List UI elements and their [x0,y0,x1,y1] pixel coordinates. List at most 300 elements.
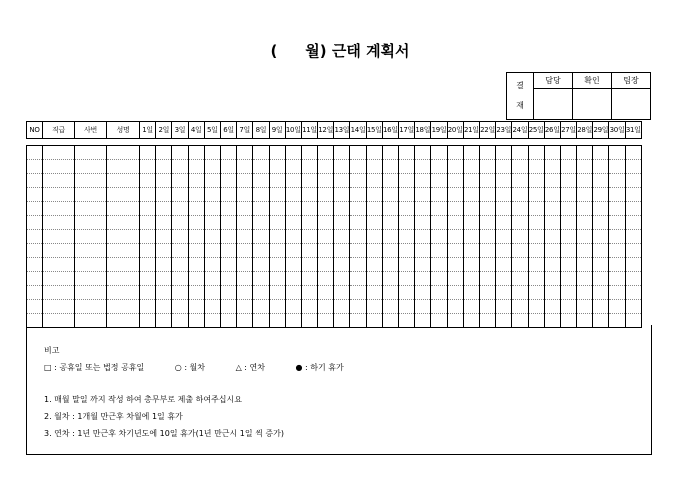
grid-cell[interactable] [463,244,479,258]
grid-cell[interactable] [496,188,512,202]
grid-cell[interactable] [172,160,188,174]
grid-cell[interactable] [447,258,463,272]
grid-cell[interactable] [447,146,463,160]
grid-cell[interactable] [43,202,75,216]
grid-cell[interactable] [237,272,253,286]
grid-cell[interactable] [399,174,415,188]
grid-cell[interactable] [593,258,609,272]
grid-cell[interactable] [301,160,317,174]
grid-cell[interactable] [577,174,593,188]
grid-cell[interactable] [399,188,415,202]
grid-cell[interactable] [609,188,625,202]
grid-cell[interactable] [107,300,140,314]
grid-cell[interactable] [156,202,172,216]
grid-cell[interactable] [366,174,382,188]
grid-cell[interactable] [140,202,156,216]
grid-cell[interactable] [204,230,220,244]
grid-cell[interactable] [156,230,172,244]
grid-cell[interactable] [140,174,156,188]
grid-cell[interactable] [318,174,334,188]
grid-cell[interactable] [43,244,75,258]
grid-cell[interactable] [188,174,204,188]
grid-cell[interactable] [301,230,317,244]
grid-cell[interactable] [593,202,609,216]
grid-cell[interactable] [431,188,447,202]
grid-cell[interactable] [366,230,382,244]
grid-cell[interactable] [140,146,156,160]
grid-cell[interactable] [75,202,107,216]
grid-cell[interactable] [479,174,495,188]
grid-cell[interactable] [577,146,593,160]
grid-cell[interactable] [269,272,285,286]
grid-cell[interactable] [269,146,285,160]
grid-cell[interactable] [544,174,560,188]
grid-cell[interactable] [366,300,382,314]
grid-cell[interactable] [285,160,301,174]
grid-cell[interactable] [512,146,528,160]
grid-cell[interactable] [577,244,593,258]
grid-cell[interactable] [447,188,463,202]
grid-cell[interactable] [609,230,625,244]
grid-cell[interactable] [350,272,366,286]
grid-cell[interactable] [528,202,544,216]
grid-cell[interactable] [512,174,528,188]
grid-cell[interactable] [625,230,641,244]
grid-cell[interactable] [625,216,641,230]
grid-cell[interactable] [269,202,285,216]
grid-cell[interactable] [512,230,528,244]
grid-cell[interactable] [350,300,366,314]
grid-cell[interactable] [496,258,512,272]
grid-cell[interactable] [496,272,512,286]
grid-cell[interactable] [382,188,398,202]
grid-cell[interactable] [140,300,156,314]
grid-cell[interactable] [496,202,512,216]
grid-cell[interactable] [172,202,188,216]
grid-cell[interactable] [382,216,398,230]
grid-cell[interactable] [431,230,447,244]
grid-cell[interactable] [107,188,140,202]
grid-cell[interactable] [107,146,140,160]
grid-cell[interactable] [334,258,350,272]
grid-cell[interactable] [366,286,382,300]
grid-cell[interactable] [285,216,301,230]
grid-cell[interactable] [544,300,560,314]
grid-cell[interactable] [431,174,447,188]
grid-cell[interactable] [220,174,236,188]
grid-cell[interactable] [447,272,463,286]
grid-cell[interactable] [334,216,350,230]
grid-cell[interactable] [577,300,593,314]
grid-cell[interactable] [172,188,188,202]
grid-cell[interactable] [593,216,609,230]
grid-cell[interactable] [593,146,609,160]
grid-cell[interactable] [496,146,512,160]
grid-cell[interactable] [253,160,269,174]
grid-cell[interactable] [382,160,398,174]
grid-cell[interactable] [496,174,512,188]
grid-cell[interactable] [593,286,609,300]
grid-cell[interactable] [301,146,317,160]
grid-cell[interactable] [188,258,204,272]
grid-cell[interactable] [447,300,463,314]
grid-cell[interactable] [512,244,528,258]
grid-cell[interactable] [415,146,431,160]
grid-cell[interactable] [496,300,512,314]
grid-cell[interactable] [431,216,447,230]
grid-cell[interactable] [528,160,544,174]
grid-cell[interactable] [253,230,269,244]
grid-cell[interactable] [577,216,593,230]
grid-cell[interactable] [285,244,301,258]
grid-cell[interactable] [43,300,75,314]
grid-cell[interactable] [544,188,560,202]
grid-cell[interactable] [479,286,495,300]
grid-cell[interactable] [253,258,269,272]
grid-cell[interactable] [350,174,366,188]
grid-cell[interactable] [479,202,495,216]
grid-cell[interactable] [253,174,269,188]
grid-cell[interactable] [512,286,528,300]
grid-cell[interactable] [479,146,495,160]
grid-cell[interactable] [107,216,140,230]
grid-cell[interactable] [27,244,43,258]
grid-cell[interactable] [447,202,463,216]
grid-cell[interactable] [334,174,350,188]
grid-cell[interactable] [350,216,366,230]
grid-cell[interactable] [318,230,334,244]
grid-cell[interactable] [140,244,156,258]
grid-cell[interactable] [528,230,544,244]
grid-cell[interactable] [156,188,172,202]
grid-cell[interactable] [188,272,204,286]
grid-cell[interactable] [625,286,641,300]
grid-cell[interactable] [172,174,188,188]
grid-cell[interactable] [512,188,528,202]
grid-cell[interactable] [156,300,172,314]
grid-cell[interactable] [269,300,285,314]
grid-cell[interactable] [75,272,107,286]
grid-cell[interactable] [382,244,398,258]
grid-cell[interactable] [463,188,479,202]
grid-cell[interactable] [204,244,220,258]
grid-cell[interactable] [237,286,253,300]
grid-cell[interactable] [496,286,512,300]
grid-cell[interactable] [431,258,447,272]
grid-cell[interactable] [609,174,625,188]
grid-cell[interactable] [285,286,301,300]
grid-cell[interactable] [301,286,317,300]
grid-cell[interactable] [479,258,495,272]
grid-cell[interactable] [463,202,479,216]
grid-cell[interactable] [544,286,560,300]
grid-cell[interactable] [107,272,140,286]
grid-cell[interactable] [447,286,463,300]
grid-cell[interactable] [172,146,188,160]
grid-cell[interactable] [253,300,269,314]
grid-cell[interactable] [399,146,415,160]
grid-cell[interactable] [366,160,382,174]
grid-cell[interactable] [625,146,641,160]
grid-cell[interactable] [107,244,140,258]
grid-cell[interactable] [334,286,350,300]
grid-cell[interactable] [156,244,172,258]
grid-cell[interactable] [447,160,463,174]
grid-cell[interactable] [577,258,593,272]
grid-cell[interactable] [399,216,415,230]
grid-cell[interactable] [204,174,220,188]
grid-cell[interactable] [301,258,317,272]
grid-cell[interactable] [415,202,431,216]
grid-cell[interactable] [399,258,415,272]
grid-cell[interactable] [350,202,366,216]
grid-cell[interactable] [334,188,350,202]
grid-cell[interactable] [220,188,236,202]
grid-cell[interactable] [318,216,334,230]
grid-cell[interactable] [415,230,431,244]
grid-cell[interactable] [463,258,479,272]
grid-cell[interactable] [253,216,269,230]
grid-cell[interactable] [560,300,576,314]
grid-cell[interactable] [447,230,463,244]
grid-cell[interactable] [204,272,220,286]
grid-cell[interactable] [512,300,528,314]
grid-cell[interactable] [27,146,43,160]
grid-cell[interactable] [528,174,544,188]
grid-cell[interactable] [544,202,560,216]
grid-cell[interactable] [75,286,107,300]
grid-cell[interactable] [528,188,544,202]
grid-cell[interactable] [27,258,43,272]
grid-cell[interactable] [285,174,301,188]
grid-cell[interactable] [577,188,593,202]
grid-cell[interactable] [27,188,43,202]
grid-cell[interactable] [625,188,641,202]
grid-cell[interactable] [237,160,253,174]
grid-cell[interactable] [318,188,334,202]
grid-cell[interactable] [366,244,382,258]
grid-cell[interactable] [27,300,43,314]
grid-cell[interactable] [237,216,253,230]
grid-cell[interactable] [593,272,609,286]
grid-cell[interactable] [560,286,576,300]
grid-cell[interactable] [415,286,431,300]
grid-cell[interactable] [544,146,560,160]
grid-cell[interactable] [204,188,220,202]
grid-cell[interactable] [27,286,43,300]
grid-cell[interactable] [593,160,609,174]
grid-cell[interactable] [269,286,285,300]
grid-cell[interactable] [528,244,544,258]
grid-cell[interactable] [43,286,75,300]
grid-cell[interactable] [415,160,431,174]
grid-cell[interactable] [237,244,253,258]
grid-cell[interactable] [204,202,220,216]
grid-cell[interactable] [301,300,317,314]
grid-cell[interactable] [334,160,350,174]
grid-cell[interactable] [334,146,350,160]
grid-cell[interactable] [204,160,220,174]
grid-cell[interactable] [399,160,415,174]
grid-cell[interactable] [350,188,366,202]
grid-cell[interactable] [625,202,641,216]
grid-cell[interactable] [463,160,479,174]
grid-cell[interactable] [399,230,415,244]
grid-cell[interactable] [382,258,398,272]
grid-cell[interactable] [415,216,431,230]
grid-cell[interactable] [544,258,560,272]
grid-cell[interactable] [366,188,382,202]
grid-cell[interactable] [431,272,447,286]
grid-cell[interactable] [140,188,156,202]
grid-cell[interactable] [496,244,512,258]
grid-cell[interactable] [285,146,301,160]
grid-cell[interactable] [269,160,285,174]
grid-cell[interactable] [463,286,479,300]
grid-cell[interactable] [172,286,188,300]
grid-cell[interactable] [350,230,366,244]
grid-cell[interactable] [366,258,382,272]
grid-cell[interactable] [237,300,253,314]
grid-cell[interactable] [609,202,625,216]
grid-cell[interactable] [156,174,172,188]
grid-cell[interactable] [301,202,317,216]
grid-cell[interactable] [75,230,107,244]
grid-cell[interactable] [75,160,107,174]
grid-cell[interactable] [382,300,398,314]
grid-cell[interactable] [560,160,576,174]
grid-cell[interactable] [188,286,204,300]
grid-cell[interactable] [75,258,107,272]
grid-cell[interactable] [253,188,269,202]
grid-cell[interactable] [188,146,204,160]
grid-cell[interactable] [156,286,172,300]
grid-cell[interactable] [431,286,447,300]
grid-cell[interactable] [447,244,463,258]
grid-cell[interactable] [318,146,334,160]
grid-cell[interactable] [269,230,285,244]
approval-sign-staff[interactable] [534,89,573,120]
grid-cell[interactable] [172,230,188,244]
grid-cell[interactable] [107,286,140,300]
grid-cell[interactable] [544,160,560,174]
grid-cell[interactable] [318,286,334,300]
grid-cell[interactable] [188,230,204,244]
grid-cell[interactable] [609,286,625,300]
grid-cell[interactable] [204,258,220,272]
grid-cell[interactable] [463,272,479,286]
grid-cell[interactable] [140,216,156,230]
grid-cell[interactable] [220,230,236,244]
grid-cell[interactable] [577,160,593,174]
grid-cell[interactable] [220,300,236,314]
grid-cell[interactable] [285,230,301,244]
grid-cell[interactable] [220,146,236,160]
grid-cell[interactable] [188,188,204,202]
grid-cell[interactable] [107,160,140,174]
grid-cell[interactable] [577,230,593,244]
grid-cell[interactable] [237,174,253,188]
grid-cell[interactable] [431,146,447,160]
grid-cell[interactable] [544,244,560,258]
grid-cell[interactable] [269,258,285,272]
grid-cell[interactable] [75,216,107,230]
grid-cell[interactable] [625,300,641,314]
grid-cell[interactable] [27,160,43,174]
grid-cell[interactable] [625,174,641,188]
grid-cell[interactable] [399,286,415,300]
grid-cell[interactable] [334,230,350,244]
grid-cell[interactable] [253,146,269,160]
grid-cell[interactable] [43,272,75,286]
grid-cell[interactable] [334,202,350,216]
grid-cell[interactable] [366,216,382,230]
grid-cell[interactable] [220,216,236,230]
grid-cell[interactable] [463,146,479,160]
grid-cell[interactable] [560,202,576,216]
grid-cell[interactable] [172,300,188,314]
approval-sign-check[interactable] [573,89,612,120]
grid-cell[interactable] [220,202,236,216]
grid-cell[interactable] [609,160,625,174]
grid-cell[interactable] [479,188,495,202]
grid-cell[interactable] [318,272,334,286]
grid-cell[interactable] [399,272,415,286]
grid-cell[interactable] [27,174,43,188]
grid-cell[interactable] [512,272,528,286]
grid-cell[interactable] [27,216,43,230]
grid-cell[interactable] [609,216,625,230]
grid-cell[interactable] [220,286,236,300]
grid-cell[interactable] [528,286,544,300]
grid-cell[interactable] [269,216,285,230]
grid-cell[interactable] [75,174,107,188]
grid-cell[interactable] [269,244,285,258]
grid-cell[interactable] [463,216,479,230]
grid-cell[interactable] [75,188,107,202]
grid-cell[interactable] [253,286,269,300]
grid-cell[interactable] [544,230,560,244]
grid-cell[interactable] [609,300,625,314]
grid-cell[interactable] [512,216,528,230]
grid-cell[interactable] [107,202,140,216]
grid-cell[interactable] [237,202,253,216]
grid-cell[interactable] [156,146,172,160]
grid-cell[interactable] [609,244,625,258]
grid-cell[interactable] [577,272,593,286]
grid-cell[interactable] [415,188,431,202]
grid-cell[interactable] [447,216,463,230]
grid-cell[interactable] [399,244,415,258]
grid-cell[interactable] [318,300,334,314]
grid-cell[interactable] [140,258,156,272]
grid-cell[interactable] [609,272,625,286]
grid-cell[interactable] [350,258,366,272]
grid-cell[interactable] [560,258,576,272]
grid-cell[interactable] [479,244,495,258]
grid-cell[interactable] [188,300,204,314]
grid-cell[interactable] [512,258,528,272]
grid-cell[interactable] [237,258,253,272]
grid-cell[interactable] [399,202,415,216]
grid-cell[interactable] [560,188,576,202]
grid-cell[interactable] [43,146,75,160]
grid-cell[interactable] [156,258,172,272]
grid-cell[interactable] [415,258,431,272]
grid-cell[interactable] [318,258,334,272]
grid-cell[interactable] [253,244,269,258]
grid-cell[interactable] [156,216,172,230]
